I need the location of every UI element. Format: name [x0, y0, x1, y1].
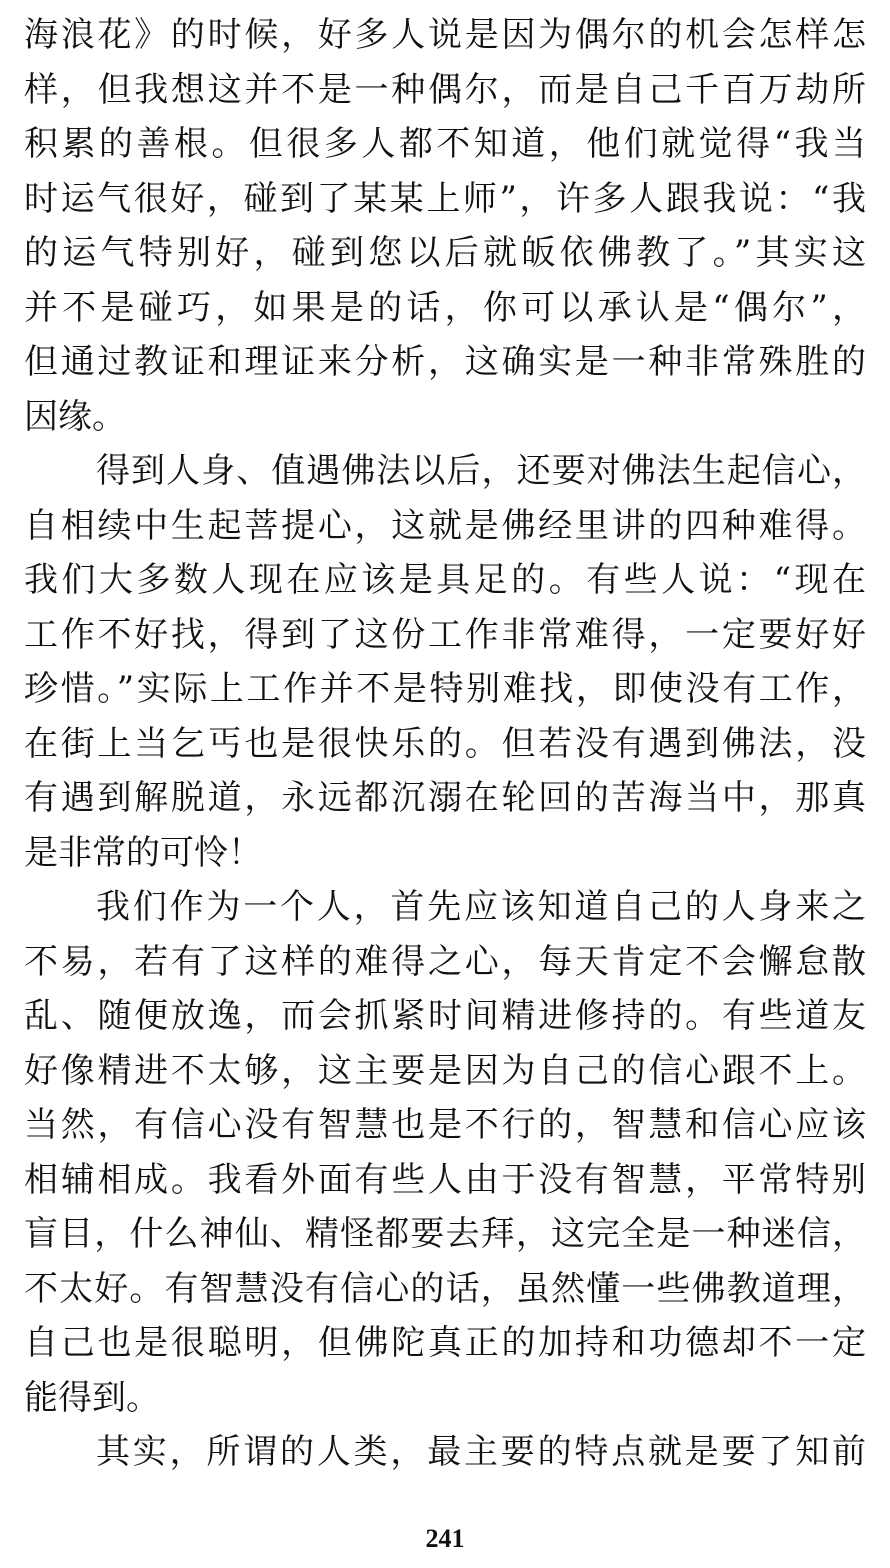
text-line: 在街上当乞丐也是很快乐的。但若没有遇到佛法，没 — [24, 723, 866, 764]
text-line: 能得到。 — [24, 1377, 160, 1418]
text-line: 乱、随便放逸，而会抓紧时间精进修持的。有些道友 — [24, 996, 866, 1036]
text-line: 有遇到解脱道，永远都沉溺在轮回的苦海当中，那真 — [24, 778, 866, 818]
body-text — [24, 8, 866, 1480]
text-line: 但通过教证和理证来分析，这确实是一种非常殊胜的 — [24, 342, 866, 382]
text-line: 的运气特别好，碰到您以后就皈依佛教了。”其实这 — [24, 233, 866, 273]
text-line: 盲目，什么神仙、精怪都要去拜，这完全是一种迷信， — [24, 1214, 866, 1254]
text-line: 我们大多数人现在应该是具足的。有些人说：“现在 — [24, 560, 866, 600]
text-line: 珍惜。”实际上工作并不是特别难找，即使没有工作， — [24, 669, 866, 709]
text-line: 不太好。有智慧没有信心的话，虽然懂一些佛教道理， — [24, 1268, 866, 1309]
text-line: 自相续中生起菩提心，这就是佛经里讲的四种难得。 — [24, 505, 866, 546]
text-line: 得到人身、值遇佛法以后，还要对佛法生起信心， — [96, 451, 866, 491]
text-line: 好像精进不太够，这主要是因为自己的信心跟不上。 — [24, 1050, 866, 1091]
text-line: 其实，所谓的人类，最主要的特点就是要了知前 — [96, 1432, 866, 1472]
text-line: 相辅相成。我看外面有些人由于没有智慧，平常特别 — [24, 1159, 866, 1200]
text-line: 当然，有信心没有智慧也是不行的，智慧和信心应该 — [24, 1105, 866, 1145]
text-line: 样，但我想这并不是一种偶尔，而是自己千百万劫所 — [24, 69, 866, 110]
text-line: 因缘。 — [24, 396, 126, 437]
text-line: 自己也是很聪明，但佛陀真正的加持和功德却不一定 — [24, 1323, 866, 1363]
text-line: 积累的善根。但很多人都不知道，他们就觉得“我当 — [24, 124, 866, 164]
text-line: 海浪花》的时候，好多人说是因为偶尔的机会怎样怎 — [24, 15, 866, 55]
page-number: 241 — [425, 1524, 465, 1553]
text-line: 工作不好找，得到了这份工作非常难得，一定要好好 — [24, 614, 866, 655]
text-line: 时运气很好，碰到了某某上师”，许多人跟我说：“我 — [24, 178, 866, 219]
text-line: 我们作为一个人，首先应该知道自己的人身来之 — [96, 887, 866, 927]
text-line: 不易，若有了这样的难得之心，每天肯定不会懈怠散 — [24, 941, 866, 982]
text-line: 并不是碰巧，如果是的话，你可以承认是“偶尔”， — [24, 287, 866, 328]
text-line: 是非常的可怜！ — [24, 832, 262, 873]
